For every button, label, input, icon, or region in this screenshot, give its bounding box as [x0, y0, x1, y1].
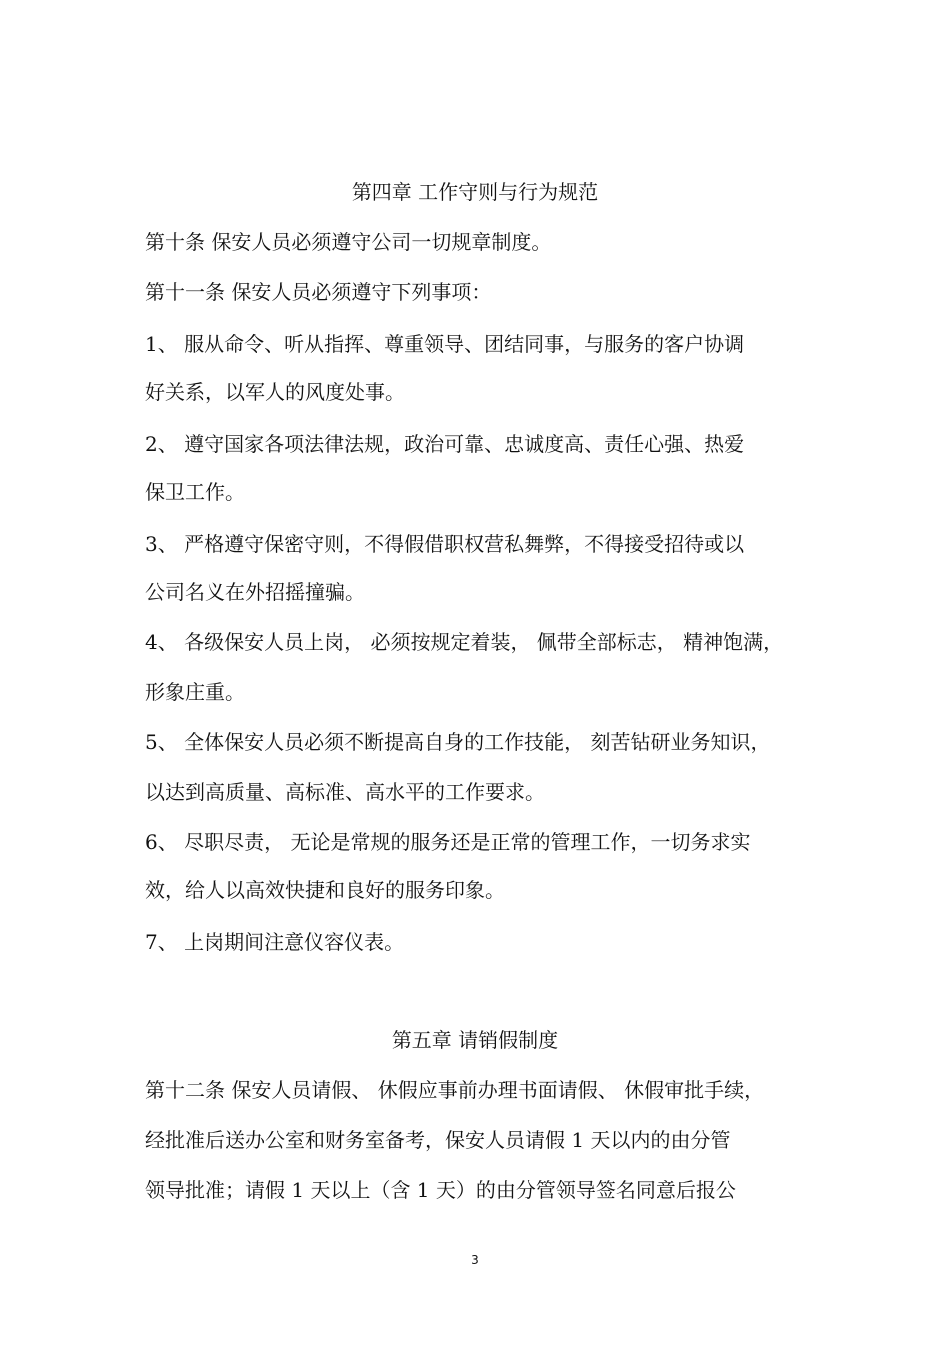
item-3-line-1: 3、 严格遵守保密守则，不得假借职权营私舞弊，不得接受招待或以 [145, 532, 745, 556]
chapter-5-title: 第五章 请销假制度 [391, 1028, 559, 1052]
item-1-line-1: 1、 服从命令、听从指挥、尊重领导、团结同事，与服务的客户协调 [145, 332, 745, 356]
item-6-line-1: 6、 尽职尽责， 无论是常规的服务还是正常的管理工作，一切务求实 [145, 830, 751, 854]
item-1-line-2: 好关系，以军人的风度处事。 [145, 380, 405, 404]
article-10: 第十条 保安人员必须遵守公司一切规章制度。 [145, 230, 552, 254]
article-12-line-1: 第十二条 保安人员请假、 休假应事前办理书面请假、 休假审批手续， [145, 1078, 765, 1102]
article-12-line-3: 领导批准；请假 1 天以上（含 1 天）的由分管领导签名同意后报公 [145, 1178, 736, 1202]
item-5-line-2: 以达到高质量、高标准、高水平的工作要求。 [145, 780, 545, 804]
chapter-4-title: 第四章 工作守则与行为规范 [351, 180, 599, 204]
article-12-line-2: 经批准后送办公室和财务室备考，保安人员请假 1 天以内的由分管 [145, 1128, 731, 1152]
item-6-line-2: 效，给人以高效快捷和良好的服务印象。 [145, 878, 505, 902]
item-3-line-2: 公司名义在外招摇撞骗。 [145, 580, 365, 604]
item-5-line-1: 5、 全体保安人员必须不断提高自身的工作技能， 刻苦钻研业务知识， [145, 730, 771, 754]
item-2-line-2: 保卫工作。 [145, 480, 245, 504]
item-2-line-1: 2、 遵守国家各项法律法规，政治可靠、忠诚度高、责任心强、热爱 [145, 432, 745, 456]
item-4-line-1: 4、 各级保安人员上岗， 必须按规定着装， 佩带全部标志， 精神饱满， [145, 630, 784, 654]
page-number: 3 [471, 1253, 479, 1267]
item-4-line-2: 形象庄重。 [145, 680, 245, 704]
item-7-line-1: 7、 上岗期间注意仪容仪表。 [145, 930, 405, 954]
article-11: 第十一条 保安人员必须遵守下列事项： [145, 280, 492, 304]
